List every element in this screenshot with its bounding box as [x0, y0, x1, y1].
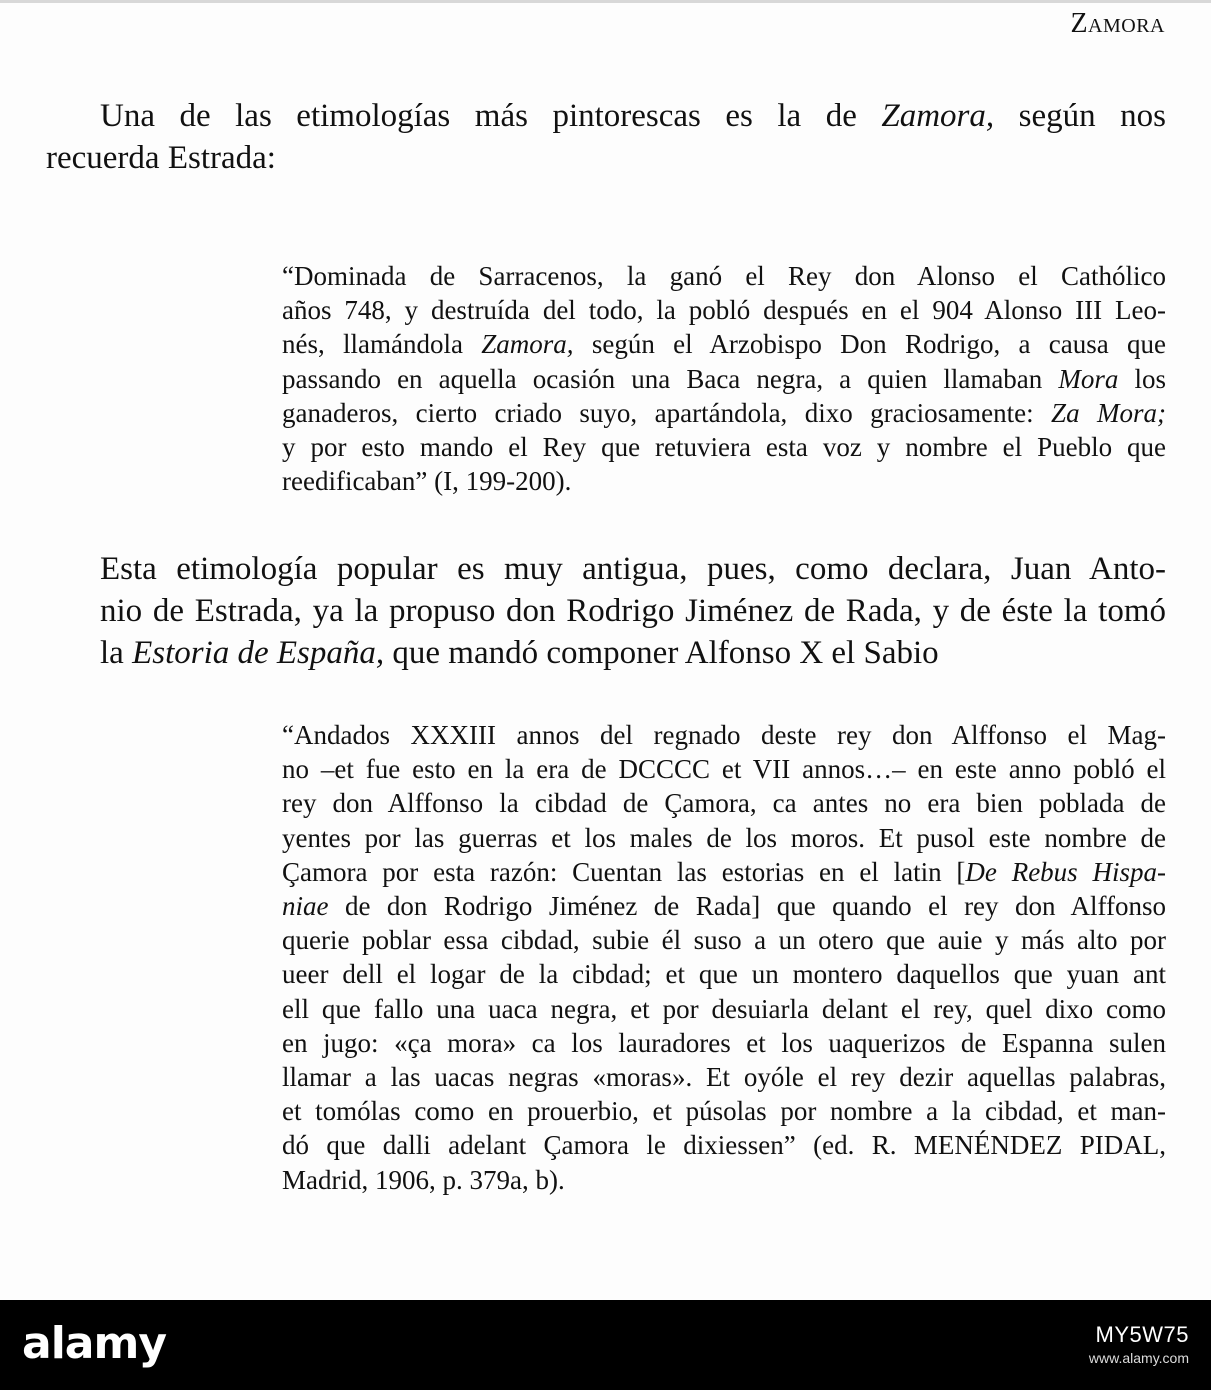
quote-line: Madrid, 1906, p. 379a, b).	[282, 1164, 565, 1195]
quote-line: nés, llamándola Zamora, según el Arzobispo Don Rodrigo, a causa que	[282, 329, 1166, 360]
quote-line: passando en aquella ocasión una Baca negra, a quien llamaban Mora los	[282, 363, 1166, 394]
quote-line: dó que dalli adelant Çamora le dixiessen” (ed. R. MENÉNDEZ PIDAL,	[282, 1130, 1166, 1161]
quote-line: niae de don Rodrigo Jiménez de Rada] que quando el rey don Alffonso	[282, 891, 1166, 922]
quote-line: en jugo: «ça mora» ca los lauradores et los uaquerizos de Espanna sulen	[282, 1027, 1166, 1058]
text-line: Esta etimología popular es muy antigua, pues, como declara, Juan Anto-	[100, 551, 1166, 587]
quote-line: yentes por las guerras et los males de los moros. Et pusol este nombre de	[282, 822, 1166, 853]
stock-footer	[0, 1300, 1211, 1390]
estoria-quote	[228, 718, 1166, 1197]
quote-line: ueer dell el logar de la cibdad; et que un montero daquellos que yuan ant	[282, 959, 1166, 990]
origin-paragraph	[46, 548, 1166, 674]
text-line: nio de Estrada, ya la propuso don Rodrigo Jiménez de Rada, y de éste la tomó	[100, 593, 1166, 629]
text-line: la Estoria de España, que mandó componer Alfonso X el Sabio	[100, 635, 939, 671]
image-id: MY5W75	[1095, 1322, 1189, 1347]
quote-line: ell que fallo una uaca negra, et por desuiarla delant el rey, quel dixo como	[282, 993, 1166, 1024]
quote-line: et tomólas como en prouerbio, et púsolas por nombre a la cibdad, et man-	[282, 1096, 1166, 1127]
quote-line: llamar a las uacas negras «moras». Et oyóle el rey dezir aquellas palabras,	[282, 1062, 1166, 1093]
quote-line: años 748, y destruída del todo, la pobló después en el 904 Alonso III Leo-	[282, 295, 1166, 326]
quote-line: rey don Alffonso la cibdad de Çamora, ca antes no era bien poblada de	[282, 788, 1166, 819]
quote-line: Çamora por esta razón: Cuentan las estorias en el latin [De Rebus Hispa-	[282, 856, 1166, 887]
quote-line: “Andados XXXIII annos del regnado deste rey don Alffonso el Mag-	[282, 720, 1166, 750]
top-rule	[0, 0, 1211, 3]
quote-line: no –et fue esto en la era de DCCCC et VII annos…– en este anno pobló el	[282, 754, 1166, 785]
quote-line: “Dominada de Sarracenos, la ganó el Rey don Alonso el Cathólico	[282, 261, 1166, 291]
alamy-logo: alamy	[22, 1318, 166, 1369]
intro-paragraph	[46, 95, 1166, 179]
quote-line: reedificaban” (I, 199-200).	[282, 466, 572, 497]
running-head: Zamora	[1070, 8, 1165, 39]
estrada-quote	[228, 259, 1166, 498]
text-line: Una de las etimologías más pintorescas es la de Zamora, según nos	[100, 98, 1166, 134]
brand-site: www.alamy.com	[1088, 1350, 1189, 1366]
quote-line: y por esto mando el Rey que retuviera esta voz y nombre el Pueblo que	[282, 432, 1166, 463]
text-line: recuerda Estrada:	[46, 140, 276, 176]
quote-line: ganaderos, cierto criado suyo, apartándola, dixo graciosamente: Za Mora;	[282, 397, 1166, 428]
quote-line: querie poblar essa cibdad, subie él suso a un otero que auie y más alto por	[282, 925, 1166, 956]
